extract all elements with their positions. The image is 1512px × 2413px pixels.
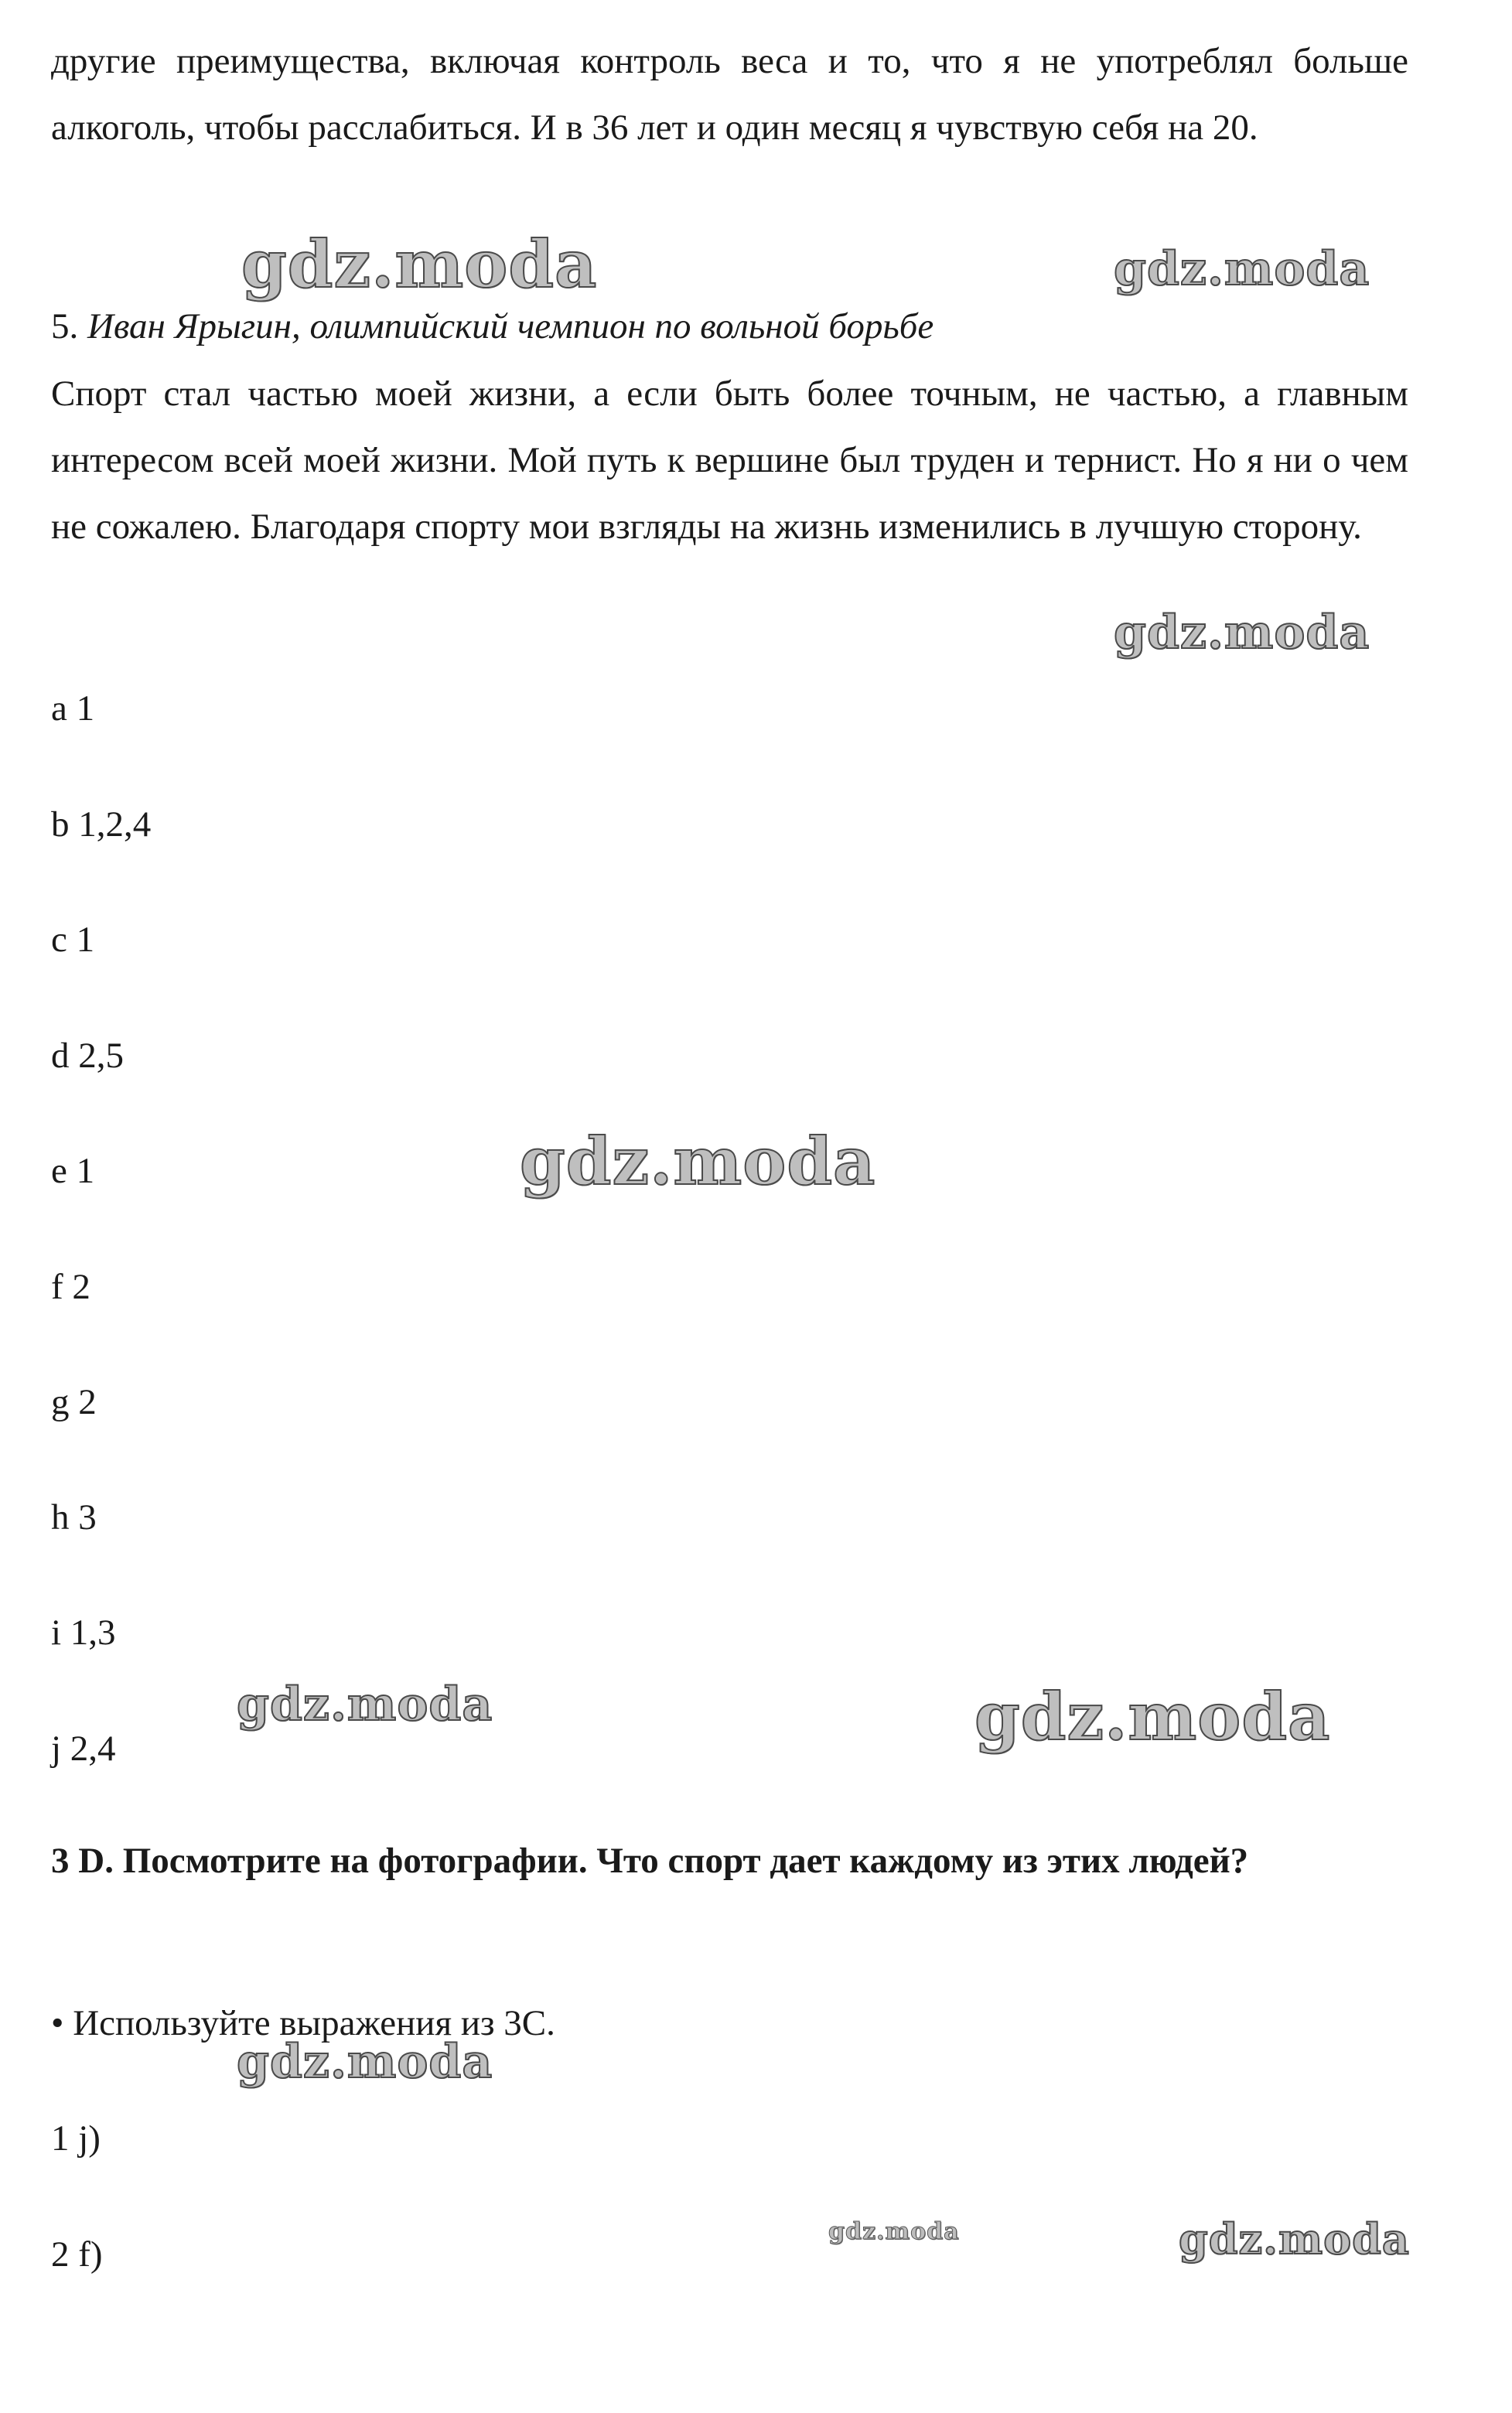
- watermark: gdz.moda: [237, 1677, 493, 1732]
- watermark: gdz.moda: [1114, 242, 1370, 296]
- answer-h: h 3: [51, 1497, 97, 1538]
- watermark: gdz.moda: [520, 1123, 876, 1200]
- section-3d-heading: 3 D. Посмотрите на фотографии. Что спорт дает каждому из этих людей?: [51, 1841, 1249, 1881]
- intro-paragraph: другие преимущества, включая контроль веса и то, что я не употреблял больше алкоголь, чтобы расслабиться. И в 36 лет и один месяц я чувствую себя на 20.: [51, 41, 1408, 148]
- watermark: gdz.moda: [974, 1678, 1331, 1755]
- answer-d: d 2,5: [51, 1036, 124, 1076]
- item-5-text: Спорт стал частью моей жизни, а если быть более точным, не частью, а главным интересом всей моей жизни. Мой путь к вершине был труден и тернист. Но я ни о чем не сожалею. Благодаря спорту мои взгляды на жизнь изменились в лучшую сторону.: [51, 374, 1408, 547]
- section-3d-answer-1: 1 j): [51, 2118, 101, 2159]
- answer-b: b 1,2,4: [51, 804, 152, 845]
- answer-c: c 1: [51, 920, 95, 960]
- answer-j: j 2,4: [51, 1729, 116, 1769]
- answer-a: a 1: [51, 688, 95, 729]
- watermark: gdz.moda: [1179, 2214, 1410, 2264]
- answer-e: e 1: [51, 1151, 95, 1191]
- watermark: gdz.moda: [1114, 606, 1370, 660]
- answer-f: f 2: [51, 1267, 90, 1307]
- answer-i: i 1,3: [51, 1613, 116, 1653]
- item-5-number: 5.: [51, 306, 79, 346]
- answer-g: g 2: [51, 1382, 97, 1422]
- watermark: gdz.moda: [241, 226, 598, 302]
- item-5-header: [51, 303, 933, 350]
- section-3d-instruction: • Используйте выражения из 3С.: [51, 2003, 555, 2043]
- watermark: gdz.moda: [828, 2218, 960, 2245]
- watermark: gdz.moda: [237, 2035, 493, 2089]
- item-5-author: Иван Ярыгин, олимпийский чемпион по вольной борьбе: [87, 306, 934, 346]
- section-3d-answer-2: 2 f): [51, 2234, 103, 2275]
